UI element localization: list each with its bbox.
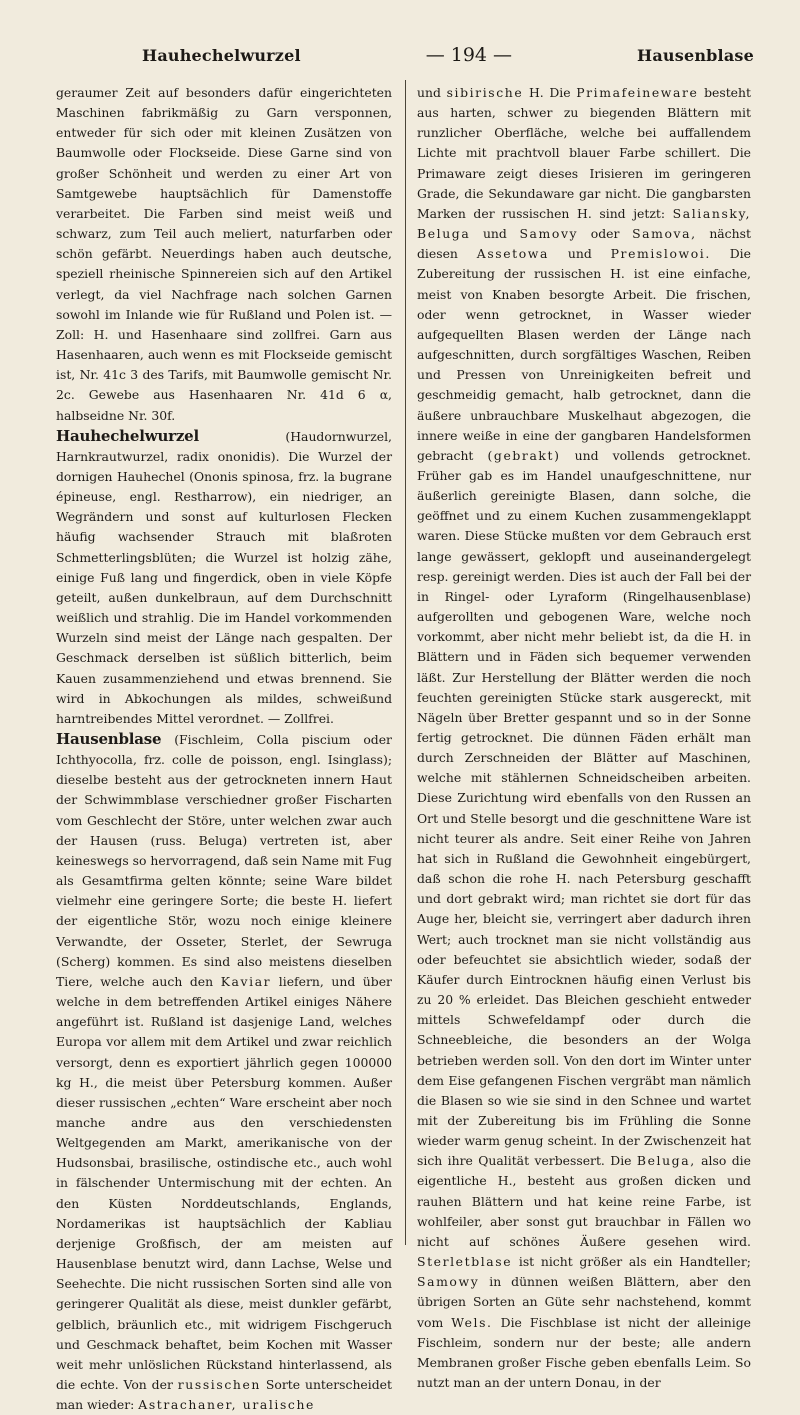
entry-hauhechelwurzel: Hauhechelwurzel (Haudornwurzel, Harnkrautwurzel, radix ononidis). Die Wurzel der dornigen Hauhechel (Ononis spinosa, frz. la bugrane épineuse, engl. Restharrow), ein niedriger, an Wegrändern und sonst auf kulturlosen Flecken häufig wachsender Strauch mit blaßroten Schmetterlingsblüten; die Wurzel ist holzig zähe, einige Fuß lang und fingerdick, oben in viele Köpfe geteilt, außen dunkelbraun, auf dem Durchschnitt weißlich und strahlig. Die im Handel vorkommenden Wurzeln sind meist der Länge nach gespalten. Der Geschmack derselben ist süßlich bitterlich, beim Kauen zusammenziehend und etwas brennend. Sie wird in Abkochungen als mildes, schweißund harntreibendes Mittel verordnet. — Zollfrei.	[56, 426, 392, 726]
spaced-term: Primafeineware	[576, 85, 699, 100]
header-right-catchword: Hausenblase	[637, 46, 754, 65]
paragraph-continuation: geraumer Zeit auf besonders dafür eingerichteten Maschinen fabrikmäßig zu Garn versponnen, entweder für sich oder mit kleinen Zusätzen von Baumwolle oder Flockseide. Diese Garne sind von großer Schönheit und werden zu einer Art von Samtgewebe hauptsächlich für Damenstoffe verarbeitet. Die Farben sind meist weiß und schwarz, zum Teil auch meliert, naturfarben oder schön gefärbt. Neuerdings haben auch deutsche, speziell rheinische Spinnereien sich auf den Artikel verlegt, da viel Nachfrage nach solchen Garnen sowohl im Inlande wie für Rußland und Polen ist. — Zoll: H. und Hasenhaare sind zollfrei. Garn aus Hasenhaaren, auch wenn es mit Flockseide gemischt ist, Nr. 41c 3 des Tarifs, mit Baumwolle gemischt Nr. 2c. Gewebe aus Hasenhaaren Nr. 41d 6 α, halbseidne Nr. 30f.	[56, 85, 392, 423]
spaced-term: Kaviar	[220, 973, 272, 989]
left-column	[56, 83, 392, 1413]
spaced-term: Premislowoi.	[610, 246, 711, 262]
entry-title: Hauhechelwurzel	[56, 426, 200, 445]
spaced-term: Samova,	[632, 226, 697, 242]
page-header	[142, 44, 754, 66]
spaced-term: Beluga,	[636, 1153, 696, 1169]
spaced-term: Sterletblase	[417, 1254, 513, 1270]
page-number: — 194 —	[425, 44, 513, 66]
paragraph-continuation: und sibirische H. Die Primafeineware besteht aus harten, schwer zu biegenden Blättern mit runzlicher Oberfläche, welche bei auffallendem Lichte mit prachtvoll blauer Farbe schillert. Die Primaware zeigt dieses Irisieren im geringeren Grade, die Sekundaware gar nicht. Die gangbarsten Marken der russischen H. sind jetzt: Saliansky, Beluga und Samovy oder Samova, nächst diesen Assetowa und Premislowoi. Die Zubereitung der russischen H. ist eine einfache, meist von Knaben besorgte Arbeit. Die frischen, oder wenn getrocknet, in Wasser wieder aufgequellten Blasen werden der Länge nach aufgeschnitten, durch sorgfältiges Waschen, Reiben und Pressen von Unreinigkeiten befreit und geschmeidig gemacht, halb getrocknet, dann die äußere unbrauchbare Muskelhaut abgezogen, die innere weiße in eine der gangbaren Handelsformen gebracht (gebrakt) und vollends getrocknet. Früher gab es im Handel unaufgeschnittene, nur äußerlich gereinigte Blasen, dann solche, die geöffnet und zu einem Kuchen zusammengeklappt waren. Diese Stücke mußten vor dem Gebrauch erst lange gewässert, geklopft und auseinandergelegt resp. gereinigt werden. Dies ist auch der Fall bei der in Ringel- oder Lyraform (Ringelhausenblase) aufgerollten und gebogenen Ware, welche noch vorkommt, aber nicht mehr beliebt ist, da die H. in Blättern und in Fäden sich bequemer verwenden läßt. Zur Herstellung der Blätter werden die noch feuchten gereinigten Stücke stark ausgereckt, mit Nägeln über Bretter gespannt und so in der Sonne fertig getrocknet. Die dünnen Fäden erhält man durch Zerschneiden der Blätter auf Maschinen, welche mit stählernen Schneidscheiben arbeiten. Diese Zurichtung wird ebenfalls von den Russen an Ort und Stelle besorgt und die geschnittene Ware ist nicht teurer als andre. Seit einer Reihe von Jahren hat sich in Rußland die Gewohnheit eingebürgert, daß schon die rohe H. nach Petersburg geschafft und dort gebrakt wird; man richtet sie dort für das Auge her, bleicht sie, verringert aber dadurch ihren Wert; auch trocknet man sie nicht vollständig aus oder befeuchtet sie absichtlich wieder, sodaß der Käufer durch Eintrocknen häufig einen Verlust bis zu 20 % erleidet. Das Bleichen geschieht entweder mittels Schwefeldampf oder durch die Schneebleiche, die besonders an der Wolga betrieben werden soll. Von den dort im Winter unter dem Eise gefangenen Fischen vergräbt man nämlich die Blasen so wie sie sind in den Schnee und wartet mit der Zubereitung bis im Frühling die Sonne wieder warm genug scheint. In der Zwischenzeit hat sich ihre Qualität verbessert. Die Beluga, also die eigentliche H., besteht aus großen dicken und rauhen Blättern und hat keine reine Farbe, ist wohlfeiler, aber sonst gut brauchbar in Fällen wo nicht auf schönes Äußere gesehen wird. Sterletblase ist nicht größer als ein Handteller; Samowy in dünnen weißen Blättern, aber den übrigen Sorten an Güte sehr nachstehend, kommt vom Wels. Die Fischblase ist nicht der alleinige Fischleim, sondern nur der beste; alle andern Membranen großer Fische geben ebenfalls Leim. So nutzt man an der untern Donau, in der	[417, 85, 751, 1390]
spaced-term: Saliansky, Beluga	[417, 205, 751, 242]
spaced-term: Assetowa	[476, 246, 549, 262]
entry-title: Hausenblase	[56, 730, 162, 748]
entry-hausenblase: Hausenblase (Fischleim, Colla piscium oder Ichthyocolla, frz. colle de poisson, engl. Isinglass); dieselbe besteht aus der getrockneten innern Haut der Schwimmblase verschiedner großer Fischarten vom Geschlecht der Störe, unter welchen zwar auch der Hausen (russ. Beluga) vertreten ist, aber keineswegs so hervorragend, daß sein Name mit Fug als Gesamtfirma gelten könnte; seine Ware bildet vielmehr eine geringere Sorte; die beste H. liefert der eigentliche Stör, wozu noch einige kleinere Verwandte, der Osseter, Sterlet, der Sewruga (Scherg) kommen. Es sind also meistens dieselben Tiere, welche auch den Kaviar liefern, und über welche in dem betreffenden Artikel einiges Nähere angeführt ist. Rußland ist dasjenige Land, welches Europa vor allem mit dem Artikel und zwar reichlich versorgt, denn es exportiert jährlich gegen 100000 kg H., die meist über Petersburg kommen. Außer dieser russischen „echten“ Ware erscheint aber noch manche andre aus den verschiedensten Weltgegenden am Markt, amerikanische von der Hudsonsbai, brasilische, ostindische etc., auch wohl in fälschender Untermischung mit der echten. An den Küsten Norddeutschlands, Englands, Nordamerikas ist hauptsächlich der Kabliau derjenige Großfisch, der am meisten auf Hausenblase benutzt wird, dann Lachse, Welse und Seehechte. Die nicht russischen Sorten sind alle von geringerer Qualität als diese, meist dunkler gefärbt, gelblich, bräunlich etc., mit widrigem Fischgeruch und Geschmack behaftet, beim Kochen mit Wasser weit mehr unlöslichen Rückstand hinterlassend, als die echte. Von der russischen Sorte unterscheidet man wieder: Astrachaner, uralische	[56, 730, 392, 1413]
spaced-term: (gebrakt)	[487, 447, 561, 463]
spaced-term: Samovy	[519, 226, 579, 242]
spaced-term: russischen	[177, 1377, 261, 1392]
header-left-catchword: Hauhechelwurzel	[142, 46, 301, 65]
spaced-term: Wels.	[451, 1314, 493, 1330]
spaced-term: Samowy	[417, 1274, 480, 1290]
column-divider	[405, 80, 406, 1245]
spaced-term: Astrachaner, uralische	[138, 1397, 315, 1413]
spaced-term: sibirische	[446, 85, 524, 100]
right-column	[417, 83, 751, 1390]
